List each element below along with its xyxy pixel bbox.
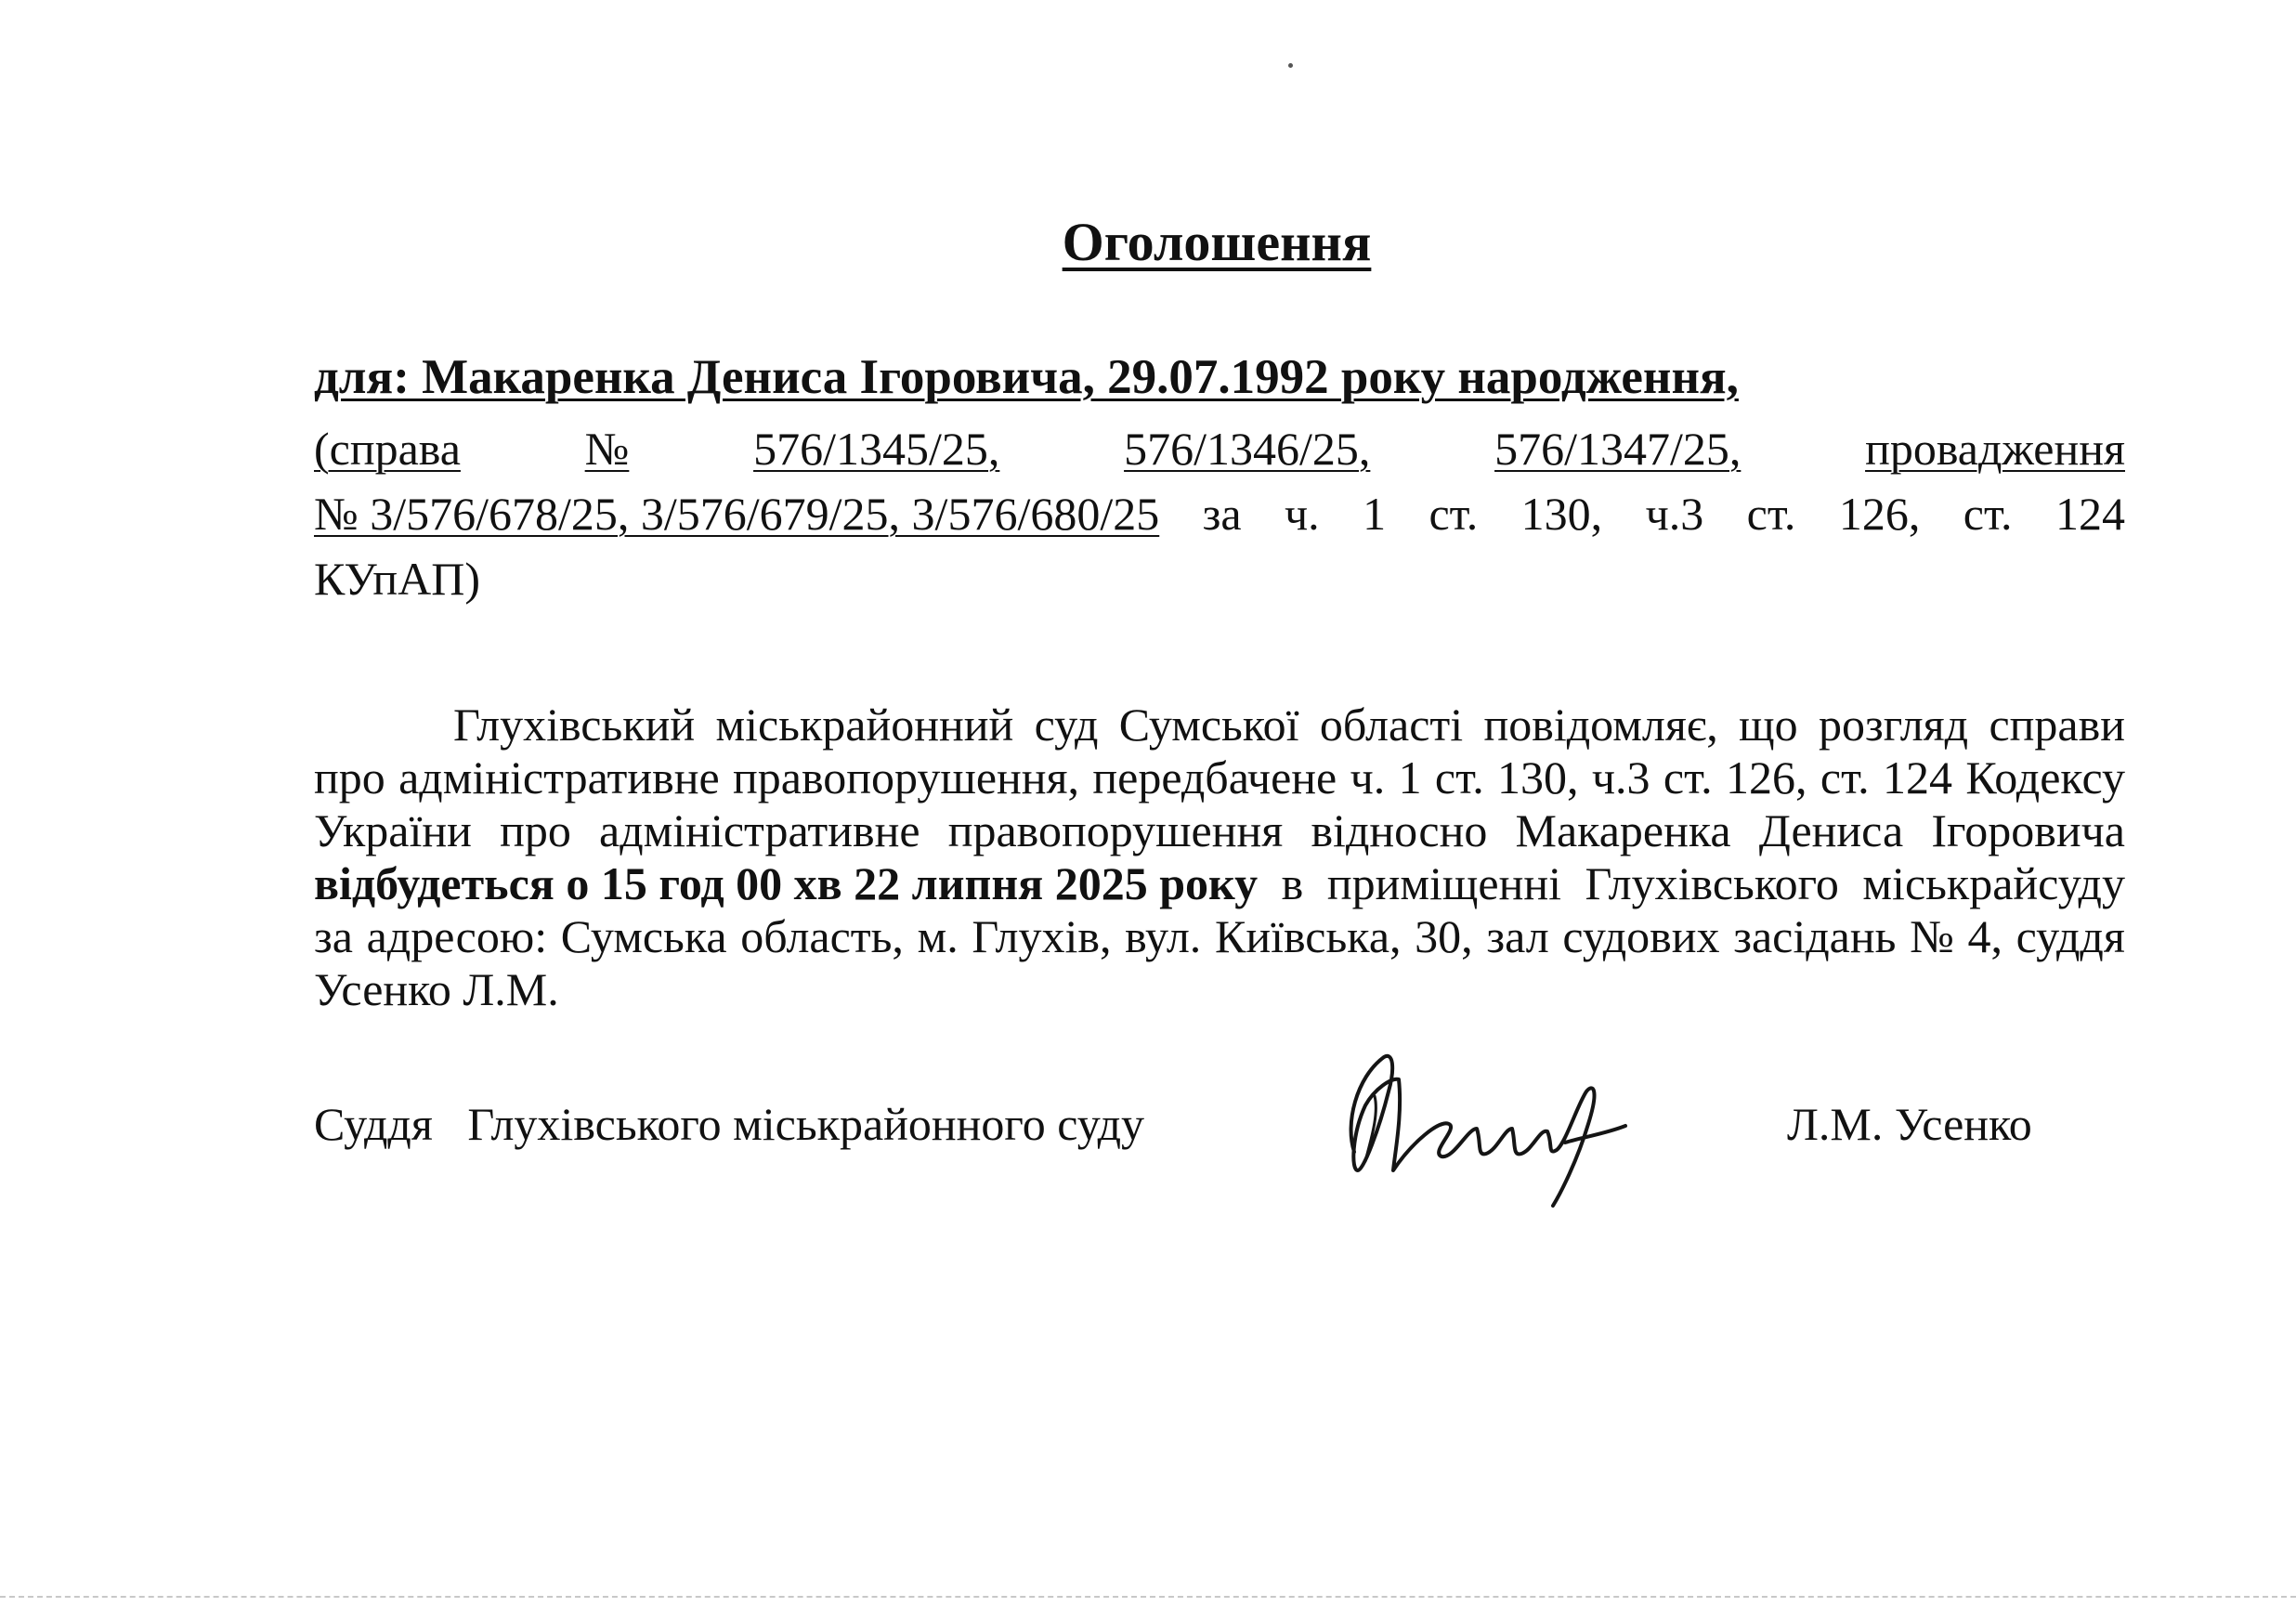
body-word: ст. [1434,751,1484,804]
body-word: в [1281,857,1304,909]
body-word: область, [740,910,904,962]
body-word: за [314,910,353,962]
case-word: № [584,423,630,475]
case-word: 126, [1838,488,1921,540]
proceeding-numbers: № 3/576/678/25, 3/576/679/25, 3/576/680/25 [314,488,1160,540]
body-word: Глухівського [1585,857,1839,909]
body-line-1 [314,699,2125,751]
case-word: 1 [1363,488,1387,540]
body-word: правопорушення [947,804,1284,856]
body-word: Сумська [560,910,727,962]
body-word: ст. [1663,751,1713,804]
case-line-1 [314,416,2125,481]
case-word: 124 [2055,488,2125,540]
body-word: Кодексу [1965,751,2125,804]
case-line-2 [314,481,2125,546]
case-word: ст. [1963,488,2013,540]
body-word: Дениса [1758,804,1904,856]
body-word: 1 [1398,751,1422,804]
scan-edge-line [0,1596,2296,1598]
body-word: Глухівський [453,699,696,751]
body-word: 4, [1967,910,2002,962]
body-word: м. [917,910,959,962]
body-word: про [500,804,571,856]
recipient-line: для: Макаренка Дениса Ігоровича, 29.07.1992 року народження, [314,350,1739,404]
case-reference-block [314,416,2125,611]
case-word: КУпАП) [314,553,480,605]
body-word: України [314,804,472,856]
body-word: про [314,751,385,804]
case-word: за [1202,488,1242,540]
document-title-text: Оголошення [1062,212,1372,272]
body-word: ч. [1350,751,1386,804]
body-line-4 [314,857,2125,910]
hearing-datetime: відбудеться о 15 год 00 хв 22 липня 2025 року [314,857,1259,909]
case-word: ч.3 [1645,488,1704,540]
case-word: провадження [1865,423,2125,475]
judge-name: Л.М. Усенко [1787,1098,2032,1150]
body-word: міськрайонний [715,699,1014,751]
body-word: передбачене [1092,751,1337,804]
body-word: 126, [1726,751,1807,804]
case-word: 130, [1520,488,1603,540]
case-number: 576/1347/25, [1494,423,1742,475]
body-word: правопорушення, [733,751,1080,804]
body-word: адміністративне [398,751,720,804]
body-word: судових [1562,910,1720,962]
body-word: Київська, [1214,910,1402,962]
body-word: адресою: [366,910,548,962]
body-word: приміщенні [1326,857,1561,909]
handwritten-signature [1337,1040,1644,1217]
body-word: ст. [1820,751,1870,804]
body-word: повідомляє, [1483,699,1718,751]
body-word: розгляд [1818,699,1969,751]
case-line-3 [314,546,2125,611]
body-word: міськрайсуду [1862,857,2125,909]
body-word: 30, [1415,910,1473,962]
body-word: суд [1034,699,1099,751]
body-line-2 [314,751,2125,804]
body-word: Макаренка [1515,804,1731,856]
body-word: Сумської [1118,699,1299,751]
body-line-6 [314,963,2125,1016]
body-line-3 [314,804,2125,857]
body-word: ч.3 [1591,751,1650,804]
document-title [0,212,2296,272]
body-word: справи [1989,699,2125,751]
body-word: Глухів, [972,910,1112,962]
case-word: ст. [1746,488,1796,540]
body-word: відносно [1311,804,1488,856]
case-number: 576/1345/25, [753,423,1000,475]
body-word: № [1910,910,1954,962]
body-word: зал [1486,910,1549,962]
body-word: області [1319,699,1464,751]
announcement-body [314,699,2125,1016]
body-line-5 [314,910,2125,963]
body-word: вул. [1125,910,1202,962]
body-word: Ігоровича [1931,804,2125,856]
case-word: ч. [1285,488,1320,540]
body-word: 124 [1883,751,1953,804]
case-word: ст. [1428,488,1479,540]
body-word: Усенко Л.М. [314,963,559,1015]
case-number: 576/1346/25, [1124,423,1371,475]
judge-position-title: Суддя Глухівського міськрайонного суду [314,1098,1145,1150]
body-word: 130, [1497,751,1579,804]
body-word: що [1739,699,1798,751]
case-word: (справа [314,423,461,475]
body-word: суддя [2016,910,2125,962]
scan-speck [1288,63,1293,68]
body-word: адміністративне [599,804,920,856]
body-word: засідань [1733,910,1897,962]
